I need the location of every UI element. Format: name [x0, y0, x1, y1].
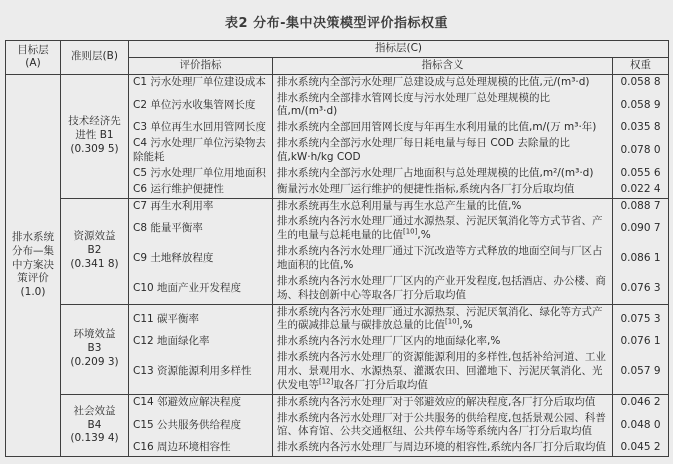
- weight-cell: 0.048 0: [613, 411, 669, 441]
- criterion-group-b4: [61, 394, 129, 456]
- criterion-group-b3: [61, 304, 129, 394]
- weight-cell: 0.046 2: [613, 394, 669, 410]
- criterion-weight: (0.309 5): [70, 143, 119, 156]
- indicator-cell: C6 运行维护便捷性: [129, 182, 273, 198]
- weight-cell: 0.075 3: [613, 304, 669, 334]
- header-criterion-layer: 准则层(B): [61, 41, 129, 75]
- weight-cell: 0.058 8: [613, 74, 669, 90]
- weight-cell: 0.076 3: [613, 274, 669, 304]
- weight-cell: 0.057 9: [613, 350, 669, 394]
- target-layer-cell: [6, 74, 61, 456]
- indicator-cell: C2 单位污水收集管网长度: [129, 91, 273, 121]
- meaning-cell: 排水系统再生水总利用量与再生水总产生量的比值,%: [273, 198, 613, 214]
- meaning-cell: 排水系统内各污水处理厂对于邻避效应的解决程度,各厂打分后取均值: [273, 394, 613, 410]
- weight-cell: 0.058 9: [613, 91, 669, 121]
- meaning-cell: 排水系统内全部回用管网长度与年再生水利用量的比值,m/(万 m³·年): [273, 120, 613, 136]
- indicator-cell: C15 公共服务供给程度: [129, 411, 273, 441]
- header-target-layer: 目标层(A): [6, 41, 61, 75]
- indicator-cell: C3 单位再生水回用管网长度: [129, 120, 273, 136]
- criterion-name: 资源效益 B2: [73, 230, 116, 257]
- meaning-cell: 排水系统内各污水处理厂通过水源热泵、污泥厌氧消化、绿化等方式产生的碳减排总量与碳排放总量的比值[10],%: [273, 304, 613, 334]
- row-C11: [6, 304, 669, 334]
- indicator-cell: C10 地面产业开发程度: [129, 274, 273, 304]
- meaning-cell: 排水系统内各污水处理厂与周边环境的相容性,系统内各厂打分后取均值: [273, 440, 613, 456]
- row-C1: [6, 74, 669, 90]
- meaning-cell: 排水系统内各污水处理厂厂区内的产业开发程度,包括酒店、办公楼、商场、科技创新中心等取各厂打分后取均值: [273, 274, 613, 304]
- criterion-group-b1: [61, 74, 129, 198]
- indicator-cell: C14 邻避效应解决程度: [129, 394, 273, 410]
- header-weight: 权重: [613, 57, 669, 74]
- meaning-cell: 排水系统内各污水处理厂通过下沉改造等方式释放的地面空间与厂区占地面积的比值,%: [273, 244, 613, 274]
- criterion-weight: (0.341 8): [70, 258, 119, 271]
- weight-cell: 0.022 4: [613, 182, 669, 198]
- meaning-cell: 衡量污水处理厂运行维护的便捷性指标,系统内各厂打分后取均值: [273, 182, 613, 198]
- row-C14: [6, 394, 669, 410]
- weight-cell: 0.086 1: [613, 244, 669, 274]
- meaning-cell: 排水系统内全部污水处理厂占地面积与总处理规模的比值,m²/(m³·d): [273, 166, 613, 182]
- evaluation-weights-table: [5, 40, 669, 457]
- criterion-name: 环境效益 B3: [73, 328, 116, 355]
- meaning-cell: 排水系统内全部污水处理厂每日耗电量与每日 COD 去除量的比值,kW·h/kg COD: [273, 136, 613, 166]
- header-indicator-layer: 指标层(C): [129, 41, 669, 58]
- target-name: 排水系统分布—集中方案决策评价: [12, 230, 54, 285]
- indicator-cell: C4 污水处理厂单位污染物去除能耗: [129, 136, 273, 166]
- indicator-cell: C11 碳平衡率: [129, 304, 273, 334]
- meaning-cell: 排水系统内全部污水处理厂总建设成与总处理规模的比值,元/(m³·d): [273, 74, 613, 90]
- weight-cell: 0.088 7: [613, 198, 669, 214]
- header-meaning: 指标含义: [273, 57, 613, 74]
- target-weight: (1.0): [20, 286, 46, 299]
- weight-cell: 0.055 6: [613, 166, 669, 182]
- indicator-cell: C8 能量平衡率: [129, 214, 273, 244]
- indicator-cell: C9 土地释放程度: [129, 244, 273, 274]
- criterion-name: 社会效益 B4: [73, 404, 116, 431]
- table-header: [6, 41, 669, 75]
- meaning-cell: 排水系统内各污水处理厂通过水源热泵、污泥厌氧消化等方式节省、产生的电量与总耗电量的比值[10],%: [273, 214, 613, 244]
- table-title: 表2 分布-集中决策模型评价指标权重: [225, 16, 448, 31]
- meaning-cell: 排水系统内各污水处理厂的资源能源利用的多样性,包括补给河道、工业用水、景观用水、水源热泵、灌溉农田、回灌地下、污泥厌氧消化、光伏发电等[12]取各厂打分后取均值: [273, 350, 613, 394]
- indicator-cell: C12 地面绿化率: [129, 334, 273, 350]
- meaning-cell: 排水系统内各污水处理厂厂区内的地面绿化率,%: [273, 334, 613, 350]
- indicator-cell: C13 资源能源利用多样性: [129, 350, 273, 394]
- criterion-group-b2: [61, 198, 129, 304]
- indicator-cell: C16 周边环境相容性: [129, 440, 273, 456]
- weight-cell: 0.078 0: [613, 136, 669, 166]
- indicator-cell: C5 污水处理厂单位用地面积: [129, 166, 273, 182]
- meaning-cell: 排水系统内各污水处理厂对于公共服务的供给程度,包括景观公园、科普馆、体育馆、公共交通枢纽、公共停车场等系统内各厂打分后取均值: [273, 411, 613, 441]
- table-body: [6, 74, 669, 456]
- weight-cell: 0.045 2: [613, 440, 669, 456]
- row-C7: [6, 198, 669, 214]
- weight-cell: 0.076 1: [613, 334, 669, 350]
- indicator-cell: C1 污水处理厂单位建设成本: [129, 74, 273, 90]
- indicator-cell: C7 再生水利用率: [129, 198, 273, 214]
- header-indicator: 评价指标: [129, 57, 273, 74]
- weight-cell: 0.035 8: [613, 120, 669, 136]
- header-row-1: [6, 41, 669, 58]
- criterion-weight: (0.139 4): [70, 432, 119, 445]
- criterion-name: 技术经济先进性 B1: [68, 115, 121, 142]
- weight-cell: 0.090 7: [613, 214, 669, 244]
- criterion-weight: (0.209 3): [70, 356, 119, 369]
- meaning-cell: 排水系统内全部排水管网长度与污水处理厂总处理规模的比值,m/(m³·d): [273, 91, 613, 121]
